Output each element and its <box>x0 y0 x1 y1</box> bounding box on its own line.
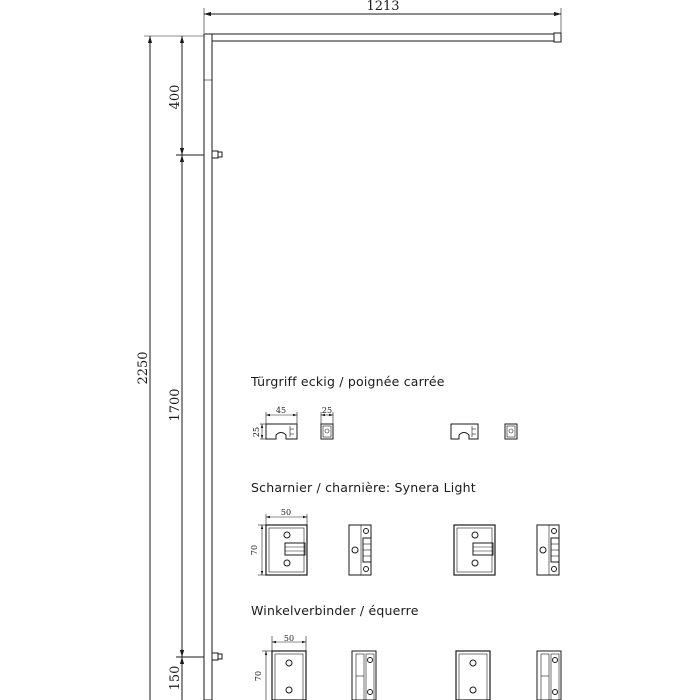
svg-text:50: 50 <box>280 508 292 517</box>
dimension-total-height <box>136 36 204 700</box>
angle-section-title: Winkelverbinder / équerre <box>251 603 419 618</box>
svg-text:70: 70 <box>250 544 259 556</box>
wall-bracket-upper <box>176 151 222 158</box>
dimension-top-width <box>204 0 561 33</box>
dimension-segments <box>168 36 183 700</box>
dimension-label-segment-top: 400 <box>168 84 183 110</box>
dimension-label-segment-middle: 1700 <box>168 388 183 422</box>
hinge-side-view <box>537 525 559 575</box>
top-bar <box>204 34 556 41</box>
dimension-label-width: 1213 <box>366 0 400 14</box>
handle-side-view-dimensioned <box>321 406 333 439</box>
hinge-front-view <box>454 525 495 575</box>
handle-front-view-dimensioned <box>252 406 297 439</box>
shower-frame-profile <box>176 33 561 700</box>
handle-section-title: Türgriff eckig / poignée carrée <box>251 374 445 389</box>
svg-text:50: 50 <box>283 634 295 643</box>
dimension-label-total-height: 2250 <box>136 351 151 385</box>
svg-text:70: 70 <box>254 670 263 682</box>
angle-front-view <box>456 651 490 700</box>
handle-front-view <box>451 424 478 439</box>
hinge-front-view-dimensioned <box>250 508 307 575</box>
angle-side-view-dimensioned <box>352 651 376 700</box>
dimension-label-segment-bottom: 150 <box>168 665 183 691</box>
svg-text:25: 25 <box>252 426 261 438</box>
svg-text:25: 25 <box>321 406 333 415</box>
angle-side-view <box>537 651 561 700</box>
vertical-post <box>204 34 212 700</box>
handle-side-view <box>505 424 517 439</box>
top-bar-end-cap <box>554 33 561 42</box>
hinge-side-view-dimensioned <box>349 525 371 575</box>
hinge-section-title: Scharnier / charnière: Synera Light <box>251 480 476 495</box>
svg-text:45: 45 <box>275 406 287 415</box>
angle-front-view-dimensioned <box>254 634 306 700</box>
wall-bracket-lower <box>176 653 222 660</box>
